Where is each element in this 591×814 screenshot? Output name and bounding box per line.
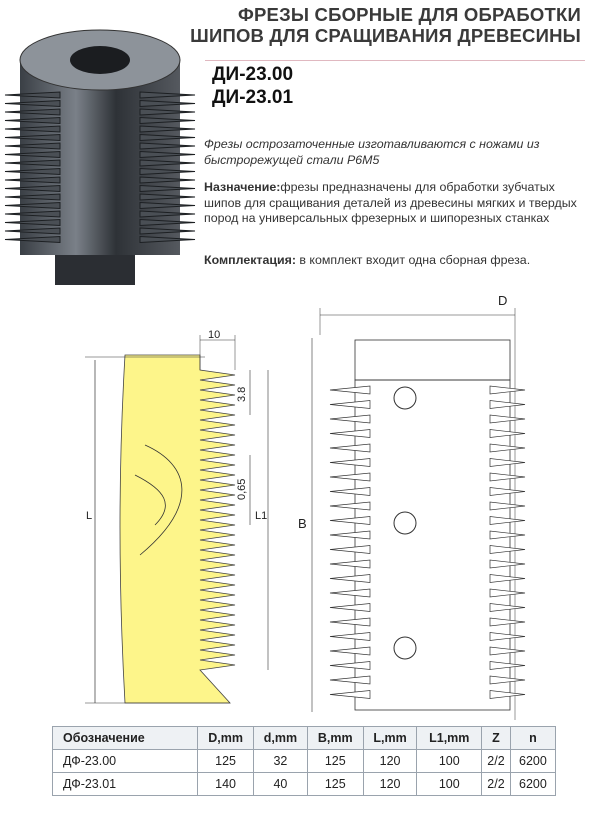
knife-tooth [330, 589, 525, 597]
kit-label: Комплектация: [204, 253, 296, 267]
col-header: D,mm [198, 727, 254, 750]
table-cell: 125 [198, 750, 254, 773]
knife-tooth [330, 618, 525, 626]
knife-tooth [330, 488, 525, 496]
table-cell: 6200 [510, 750, 555, 773]
table-cell: 6200 [510, 773, 555, 796]
knife-tooth [330, 459, 525, 467]
model-1: ДИ-23.00 [212, 64, 294, 85]
cutter-drawing [300, 290, 530, 720]
title-rule [205, 60, 585, 61]
knife-tooth [330, 560, 525, 568]
knife-tooth [330, 502, 525, 510]
purpose-label: Назначение: [204, 180, 281, 194]
model-2: ДИ-23.01 [212, 87, 294, 108]
table-row [53, 750, 556, 773]
col-header: Обозначение [53, 727, 198, 750]
knife-tooth [330, 401, 525, 409]
cutter-photo [0, 15, 200, 295]
intro-text: Фрезы острозаточенные изготавливаются с ножами из быстрорежущей стали Р6М5 [204, 137, 540, 167]
knife-tooth [330, 546, 525, 554]
dim-L: L [86, 510, 93, 522]
col-header: L,mm [363, 727, 417, 750]
col-header: d,mm [254, 727, 308, 750]
table-cell: 100 [417, 750, 482, 773]
knife-tooth [330, 662, 525, 670]
knife-tooth [330, 575, 525, 583]
knife-tooth [330, 531, 525, 539]
knife-tooth [330, 604, 525, 612]
table-cell: 140 [198, 773, 254, 796]
knife-tooth [330, 517, 525, 525]
col-header: L1,mm [417, 727, 482, 750]
table-cell: 100 [417, 773, 482, 796]
table-cell: 120 [363, 750, 417, 773]
purpose-text: фрезы предназначены для обработки зубчатых шипов для сращивания деталей из древесины мягких и твердых пород на универсальных фрезерных и шипорезных станках [204, 180, 577, 225]
dim-D: D [498, 293, 508, 308]
title-line-1: ФРЕЗЫ СБОРНЫЕ ДЛЯ ОБРАБОТКИ [238, 4, 581, 25]
dim-width: 10 [208, 329, 221, 341]
page-title [190, 4, 581, 46]
title-line-2: ШИПОВ ДЛЯ СРАЩИВАНИЯ ДРЕВЕСИНЫ [190, 25, 581, 46]
table-cell: 125 [307, 750, 363, 773]
knife-tooth [330, 415, 525, 423]
knife-tooth [330, 444, 525, 452]
dim-L1: L1 [255, 510, 268, 522]
table-cell: ДФ-23.01 [53, 773, 198, 796]
table-cell: 40 [254, 773, 308, 796]
col-header: B,mm [307, 727, 363, 750]
col-header: n [510, 727, 555, 750]
purpose-paragraph [204, 180, 584, 227]
col-header: Z [482, 727, 511, 750]
dim-tip: 0,65 [236, 478, 248, 500]
knife-tooth [330, 473, 525, 481]
knife-tooth [330, 676, 525, 684]
knife-tooth [330, 430, 525, 438]
knife-tooth [330, 633, 525, 641]
kit-text: в комплект входит одна сборная фреза. [295, 253, 531, 267]
spec-table [52, 726, 556, 796]
table-cell: 2/2 [482, 750, 511, 773]
dim-pitch: 3.8 [236, 386, 248, 402]
table-cell: ДФ-23.00 [53, 750, 198, 773]
table-cell: 2/2 [482, 773, 511, 796]
table-header-row [53, 727, 556, 750]
dim-B: B [298, 516, 307, 531]
table-cell: 120 [363, 773, 417, 796]
knife-tooth [330, 386, 525, 394]
table-cell: 32 [254, 750, 308, 773]
kit-paragraph [204, 253, 584, 269]
table-row [53, 773, 556, 796]
knife-tooth [330, 647, 525, 655]
knife-tooth [330, 691, 525, 699]
table-cell: 125 [307, 773, 363, 796]
